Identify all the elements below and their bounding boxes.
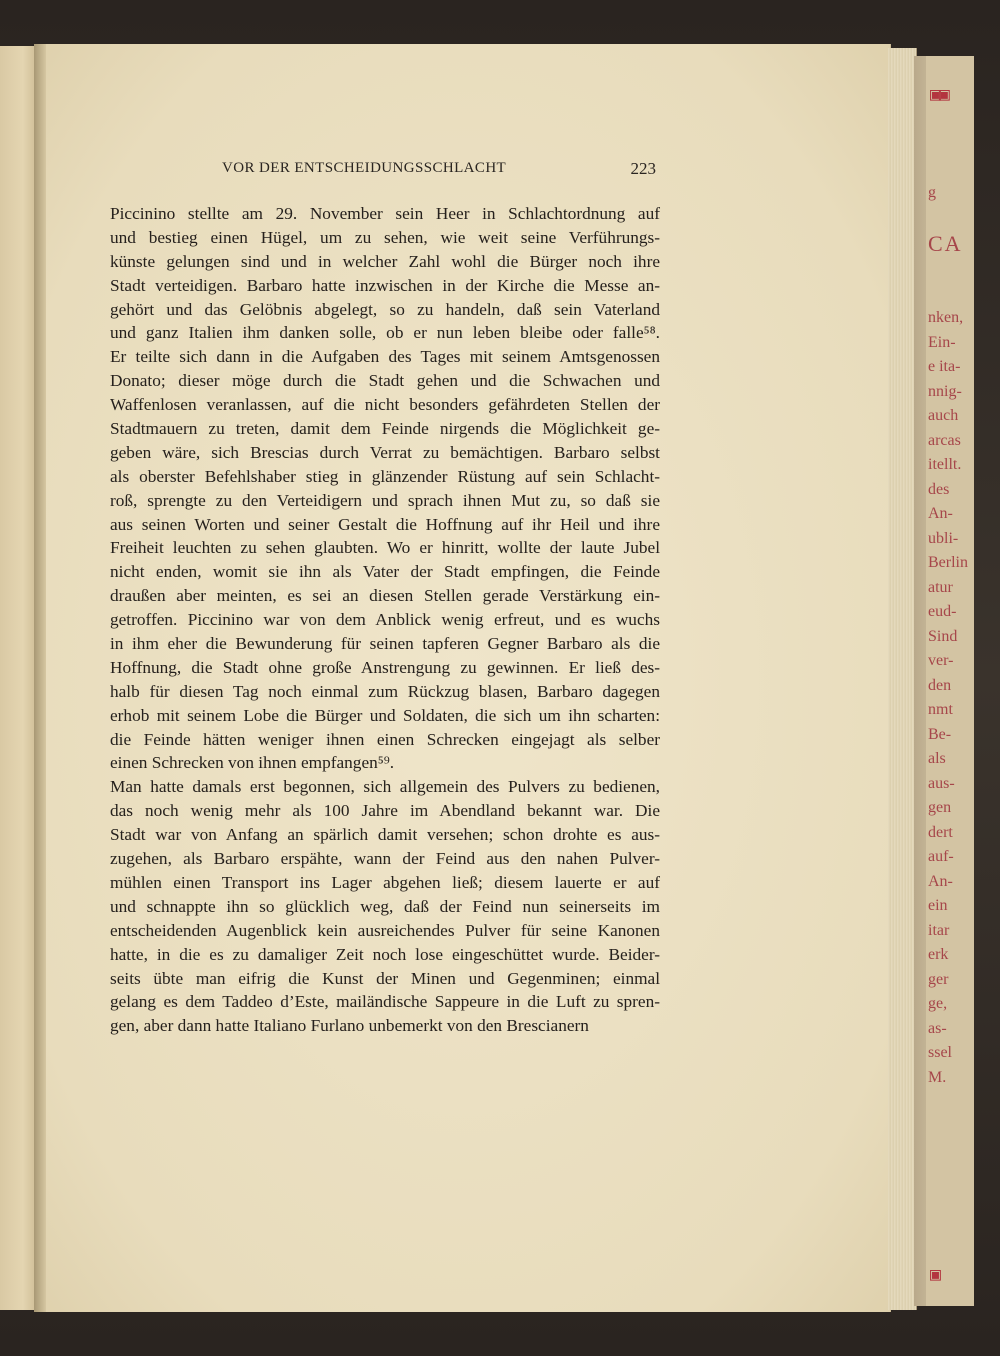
cover-fragment: Be- (928, 725, 952, 743)
running-title: VOR DER ENTSCHEIDUNGSSCHLACHT (222, 160, 507, 176)
cover-fragment: M. (928, 1068, 947, 1086)
cover-text-fragments (928, 306, 974, 1306)
page-stack-edge (888, 48, 917, 1310)
text-line: Waffenlosen veranlassen, auf die nicht besonders gefährdeten Stellen der (110, 395, 660, 415)
text-line: Donato; dieser möge durch die Stadt gehen und die Schwachen und (110, 371, 660, 391)
cover-fragment: Berlin (928, 554, 968, 571)
cover-fragment: erk (928, 946, 949, 963)
text-line: Man hatte damals erst begonnen, sich allgemein des Pulvers zu bedienen, (110, 777, 660, 797)
text-line: Hoffnung, die Stadt ohne große Anstrengung zu gewinnen. Er ließ des- (110, 657, 660, 677)
cover-fragment: ubli- (928, 529, 959, 547)
cover-fragment: ein (928, 897, 948, 914)
page-gutter (34, 44, 46, 1312)
text-line: entscheidenden Augenblick kein ausreichendes Pulver für seine Kanonen (110, 920, 660, 940)
cover-fragment: as- (928, 1019, 947, 1037)
text-line: und ganz Italien ihm danken solle, ob er nun leben bleibe oder falle⁵⁸. (110, 323, 660, 343)
page-number: 223 (630, 159, 656, 178)
text-line: erhob mit seinem Lobe die Bürger und Soldaten, die sich um ihn scharten: (110, 705, 660, 725)
text-line: gelang es dem Taddeo d’Este, mailändische Sappeure in die Luft zu spren- (110, 992, 660, 1012)
text-line: gehört und das Gelöbnis abgelegt, so zu handeln, daß sein Vaterland (110, 299, 660, 319)
cover-fragment: auf- (928, 848, 954, 865)
cover-fragment: des (928, 480, 950, 498)
cover-fragment: ssel (928, 1044, 952, 1061)
text-line: Stadt verteidigen. Barbaro hatte inzwischen in der Kirche die Messe an- (110, 275, 660, 295)
cover-initial: g (928, 184, 936, 201)
text-line: Piccinino stellte am 29. November sein Heer in Schlachtordnung auf (110, 204, 660, 223)
text-line: einen Schrecken von ihnen empfangen⁵⁹. (110, 753, 395, 773)
text-line: geben wäre, sich Brescias durch Verrat zu bemächtigen. Barbaro selbst (110, 442, 660, 462)
text-line: zugehen, als Barbaro erspähte, wann der Feind aus den nahen Pulver- (110, 849, 660, 869)
left-page-edge (0, 46, 38, 1310)
text-line: künste gelungen sind und in welcher Zahl wohl die Bürger noch ihre (110, 251, 660, 271)
greek-key-ornament-bottom: ▣ (930, 1264, 939, 1285)
text-line: nicht enden, womit sie ihn als Vater der Stadt empfingen, die Feinde (110, 562, 660, 582)
running-head (222, 160, 662, 182)
cover-fragment: nnig- (928, 382, 962, 400)
cover-fragment: nken, (928, 309, 964, 326)
text-line: Stadtmauern zu treten, damit dem Feinde nirgends die Möglichkeit ge- (110, 419, 660, 439)
text-line: aus seinen Worten und seiner Gestalt die Hoffnung auf ihr Heil und ihre (110, 514, 660, 534)
text-line: Freiheit leuchten zu sehen glaubten. Wo er hinritt, wollte der laute Jubel (110, 538, 660, 558)
text-line: mühlen einen Transport ins Lager abgehen ließ; diesem lauerte er auf (110, 872, 660, 892)
text-line: hatte, in die es zu damaliger Zeit noch lose eingeschüttet wurde. Beider- (110, 944, 660, 964)
cover-fragment: ver- (928, 652, 954, 669)
cover-fragment: auch (928, 407, 959, 424)
text-line: als oberster Befehlshaber stieg in glänzender Rüstung auf sein Schlacht- (110, 466, 660, 486)
cover-fragment: arcas (928, 431, 961, 449)
neighbor-book-cover (914, 56, 974, 1306)
text-line: Er teilte sich dann in die Aufgaben des Tages mit seinem Amtsgenossen (110, 347, 660, 367)
cover-heading: CA (928, 231, 963, 256)
cover-fragment: den (928, 676, 952, 694)
cover-fragment: e ita- (928, 358, 961, 375)
cover-fragment: eud- (928, 603, 957, 620)
text-line: roß, sprengte zu den Verteidigern und sprach ihnen Mut zu, so daß sie (110, 490, 660, 510)
cover-fragment: gen (928, 799, 952, 816)
cover-fragment: atur (928, 578, 953, 596)
cover-fragment: ger (928, 970, 949, 988)
text-line: die Feinde hätten weniger ihnen einen Schrecken eingejagt als selber (110, 729, 660, 749)
cover-fragment: nmt (928, 701, 953, 718)
text-line: Stadt war von Anfang an spärlich damit versehen; schon drohte es aus- (110, 825, 660, 845)
cover-fragment: aus- (928, 774, 955, 792)
text-line: draußen aber meinten, es sei an diesen Stellen gerade Verstärkung ein- (110, 586, 660, 606)
cover-fragment: Ein- (928, 333, 956, 351)
cover-fragment: An- (928, 872, 953, 890)
text-line: getroffen. Piccinino war von dem Anblick wenig erfreut, und es wuchs (110, 610, 660, 630)
body-text (110, 202, 660, 1038)
cover-fragment: ge, (928, 995, 948, 1012)
text-line: seits übte man eifrig die Kunst der Minen und Gegenminen; einmal (110, 968, 660, 988)
greek-key-ornament-top: ▣▣ (930, 84, 948, 105)
cover-fragment: itellt. (928, 456, 962, 473)
text-line: halb für diesen Tag noch einmal zum Rückzug blasen, Barbaro dagegen (110, 681, 660, 701)
text-line: in ihm eher die Bewunderung für seinen tapferen Gegner Barbaro als die (110, 634, 660, 654)
cover-fragment: Sind (928, 627, 958, 645)
text-line: gen, aber dann hatte Italiano Furlano unbemerkt von den Brescianern (110, 1016, 589, 1036)
cover-fragment: An- (928, 505, 953, 522)
text-line: und bestieg einen Hügel, um zu sehen, wie weit seine Verführungs- (110, 227, 660, 247)
cover-fragment: itar (928, 921, 950, 939)
text-line: das noch wenig mehr als 100 Jahre im Abendland bekannt war. Die (110, 801, 660, 821)
cover-fragment: dert (928, 823, 953, 841)
cover-fragment: als (928, 750, 946, 767)
text-line: und schnappte ihn so glücklich weg, daß der Feind nun seinerseits im (110, 896, 660, 916)
